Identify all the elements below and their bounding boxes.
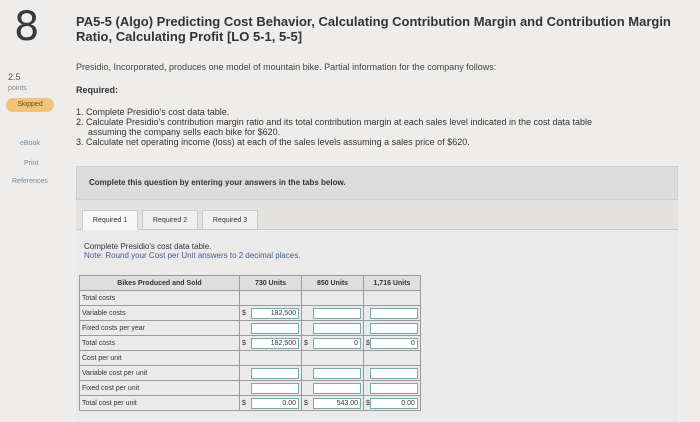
header-bikes: Bikes Produced and Sold bbox=[80, 276, 240, 291]
answer-cell[interactable] bbox=[302, 306, 364, 321]
currency-sign: $ bbox=[366, 339, 370, 347]
table-row bbox=[80, 291, 421, 306]
answer-cell[interactable] bbox=[302, 321, 364, 336]
question-number: 8 bbox=[14, 4, 40, 50]
print-link[interactable]: Print bbox=[24, 160, 39, 167]
points-label: points bbox=[8, 85, 27, 92]
header-730: 730 Units bbox=[240, 276, 302, 291]
task-note: Note: Round your Cost per Unit answers to 2 decimal places. bbox=[84, 251, 301, 260]
task-instruction: Complete Presidio's cost data table. bbox=[84, 242, 212, 251]
answer-input[interactable] bbox=[251, 383, 299, 394]
table-row bbox=[80, 336, 421, 351]
row-label: Fixed cost per unit bbox=[80, 381, 240, 396]
currency-sign: $ bbox=[242, 309, 246, 317]
banner-text: Complete this question by entering your answers in the tabs below. bbox=[89, 178, 346, 187]
answer-cell bbox=[240, 291, 302, 306]
answer-cell[interactable] bbox=[240, 321, 302, 336]
answer-input[interactable]: 182,500 bbox=[251, 338, 299, 349]
ebook-link[interactable]: eBook bbox=[20, 140, 40, 147]
currency-sign: $ bbox=[304, 399, 308, 407]
table-row bbox=[80, 381, 421, 396]
row-label: Total cost per unit bbox=[80, 396, 240, 411]
requirement-2: 2. Calculate Presidio's contribution margin ratio and its total contribution margin at each sales level indicated in the cost data table bbox=[76, 117, 593, 127]
answer-input[interactable]: 0.00 bbox=[370, 398, 418, 409]
question-title: PA5-5 (Algo) Predicting Cost Behavior, Calculating Contribution Margin and Contribution Margin Ratio, Calculating Profit [LO 5-1, 5-5] bbox=[76, 14, 671, 44]
row-label: Variable costs bbox=[80, 306, 240, 321]
answer-cell[interactable] bbox=[364, 366, 421, 381]
currency-sign: $ bbox=[242, 399, 246, 407]
answer-cell[interactable] bbox=[302, 381, 364, 396]
row-label: Cost per unit bbox=[80, 351, 240, 366]
table-row bbox=[80, 306, 421, 321]
answer-input[interactable] bbox=[370, 323, 418, 334]
answer-cell[interactable] bbox=[240, 306, 302, 321]
points-value: 2.5 bbox=[8, 72, 21, 82]
row-label: Fixed costs per year bbox=[80, 321, 240, 336]
answer-cell[interactable] bbox=[302, 336, 364, 351]
answer-cell[interactable] bbox=[240, 396, 302, 411]
requirement-1: 1. Complete Presidio's cost data table. bbox=[76, 107, 230, 117]
requirements-list bbox=[76, 107, 676, 147]
answer-input[interactable] bbox=[370, 368, 418, 379]
tab-required-2[interactable]: Required 2 bbox=[142, 210, 198, 230]
answer-input[interactable]: 182,500 bbox=[251, 308, 299, 319]
answer-input[interactable]: 0 bbox=[370, 338, 418, 349]
answer-cell bbox=[240, 351, 302, 366]
answer-input[interactable]: 0 bbox=[313, 338, 361, 349]
answer-cell[interactable] bbox=[302, 396, 364, 411]
answer-input[interactable] bbox=[313, 308, 361, 319]
requirement-3: 3. Calculate net operating income (loss) at each of the sales levels assuming a sales price of $620. bbox=[76, 137, 470, 147]
currency-sign: $ bbox=[366, 399, 370, 407]
row-label: Variable cost per unit bbox=[80, 366, 240, 381]
header-1716: 1,716 Units bbox=[364, 276, 421, 291]
tab-required-1[interactable]: Required 1 bbox=[82, 210, 138, 230]
cost-data-table bbox=[79, 275, 421, 411]
answer-input[interactable] bbox=[370, 383, 418, 394]
required-heading: Required: bbox=[76, 85, 119, 95]
table-row bbox=[80, 351, 421, 366]
problem-intro: Presidio, Incorporated, produces one model of mountain bike. Partial information for the company follows: bbox=[76, 62, 497, 72]
table-row bbox=[80, 396, 421, 411]
header-850: 850 Units bbox=[302, 276, 364, 291]
answer-cell[interactable] bbox=[364, 396, 421, 411]
answer-cell bbox=[364, 291, 421, 306]
currency-sign: $ bbox=[242, 339, 246, 347]
tab-required-3[interactable]: Required 3 bbox=[202, 210, 258, 230]
answer-input[interactable]: 543.00 bbox=[313, 398, 361, 409]
instruction-banner bbox=[76, 166, 678, 200]
answer-input[interactable] bbox=[251, 368, 299, 379]
answer-input[interactable] bbox=[313, 368, 361, 379]
answer-cell[interactable] bbox=[302, 366, 364, 381]
task-instructions bbox=[84, 242, 301, 260]
answer-cell[interactable] bbox=[364, 336, 421, 351]
answer-input[interactable] bbox=[313, 323, 361, 334]
answer-cell[interactable] bbox=[240, 381, 302, 396]
table-row bbox=[80, 321, 421, 336]
answer-input[interactable] bbox=[313, 383, 361, 394]
answer-cell[interactable] bbox=[364, 321, 421, 336]
answer-input[interactable]: 0.00 bbox=[251, 398, 299, 409]
answer-cell[interactable] bbox=[364, 381, 421, 396]
row-label: Total costs bbox=[80, 291, 240, 306]
status-badge: Skipped bbox=[6, 98, 54, 112]
requirement-2-cont: assuming the company sells each bike for $620. bbox=[88, 127, 281, 137]
points-display bbox=[8, 72, 27, 94]
answer-cell[interactable] bbox=[364, 306, 421, 321]
table-row bbox=[80, 366, 421, 381]
answer-cell bbox=[364, 351, 421, 366]
answer-cell[interactable] bbox=[240, 366, 302, 381]
answer-cell bbox=[302, 351, 364, 366]
answer-input[interactable] bbox=[370, 308, 418, 319]
answer-cell[interactable] bbox=[240, 336, 302, 351]
answer-input[interactable] bbox=[251, 323, 299, 334]
references-link[interactable]: References bbox=[12, 178, 48, 185]
row-label: Total costs bbox=[80, 336, 240, 351]
answer-cell bbox=[302, 291, 364, 306]
currency-sign: $ bbox=[304, 339, 308, 347]
